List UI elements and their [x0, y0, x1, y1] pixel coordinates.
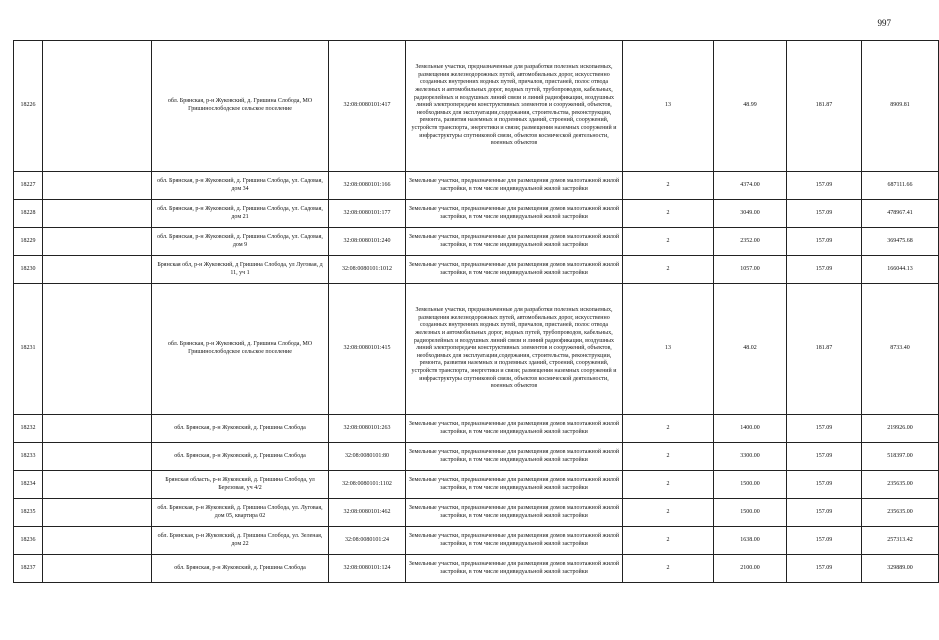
use-group-cell: 2 [623, 443, 714, 471]
use-group-cell: 2 [623, 499, 714, 527]
land-use-cell: Земельные участки, предназначенные для размещения домов малоэтажной жилой застройки, в том числе индивидуальной жилой застройки [406, 443, 623, 471]
specific-value-cell: 157.09 [787, 415, 862, 443]
cadastral-value-cell: 235635.00 [862, 499, 939, 527]
use-group-cell: 2 [623, 172, 714, 200]
specific-value-cell: 157.09 [787, 555, 862, 583]
land-use-cell: Земельные участки, предназначенные для размещения домов малоэтажной жилой застройки, в том числе индивидуальной жилой застройки [406, 415, 623, 443]
specific-value-cell: 157.09 [787, 172, 862, 200]
specific-value-cell: 157.09 [787, 499, 862, 527]
table-row [14, 555, 939, 583]
specific-value-cell: 157.09 [787, 200, 862, 228]
land-use-cell: Земельные участки, предназначенные для разработки полезных ископаемых, размещения железнодорожных путей, автомобильных дорог, искусственно созданных внутренних водных путей, причалов, пристаней, полос отвода железных и автомобильных дорог, водных путей, трубопроводов, кабельных, радиорелейных и воздушных линий связи и линий радиофикации, воздушных линий электропередачи конструктивных элементов и сооружений, объектов, необходимых для эксплуатации,содержания, строительства, реконструкции, ремонта, развития наземных и подземных зданий, строений, сооружений, устройств транспорта, энергетики и связи; размещения наземных сооружений и инфраструктуры спутниковой связи, объектов космической деятельности, военных объектов [406, 41, 623, 172]
area-cell: 1057.00 [714, 256, 787, 284]
table-row [14, 256, 939, 284]
empty-cell [43, 228, 152, 256]
table-row [14, 200, 939, 228]
row-number: 18226 [14, 41, 43, 172]
table-row [14, 172, 939, 200]
row-number: 18237 [14, 555, 43, 583]
use-group-cell: 13 [623, 284, 714, 415]
area-cell: 2352.00 [714, 228, 787, 256]
row-number: 18227 [14, 172, 43, 200]
table-row [14, 284, 939, 415]
area-cell: 4374.00 [714, 172, 787, 200]
empty-cell [43, 172, 152, 200]
address-cell: обл. Брянская, р-н Жуковский, д. Гришина Слобода, МО Гришинослободское сельское поселение [152, 284, 329, 415]
row-number: 18230 [14, 256, 43, 284]
address-cell: Брянская обл, р-н Жуковский, д Гришина Слобода, ул Луговая, д 11, уч 1 [152, 256, 329, 284]
cadastral-number-cell: 32:08:0080101:240 [329, 228, 406, 256]
row-number: 18233 [14, 443, 43, 471]
cadastral-number-cell: 32:08:0080101:124 [329, 555, 406, 583]
address-cell: обл. Брянская, р-н Жуковский, д. Гришина Слобода [152, 415, 329, 443]
cadastral-value-cell: 8909.81 [862, 41, 939, 172]
land-use-cell: Земельные участки, предназначенные для размещения домов малоэтажной жилой застройки, в том числе индивидуальной жилой застройки [406, 499, 623, 527]
address-cell: обл. Брянская, р-н Жуковский, д. Гришина Слобода, ул. Луговая, дом 05, квартира 02 [152, 499, 329, 527]
area-cell: 3049.00 [714, 200, 787, 228]
cadastral-number-cell: 32:08:0080101:177 [329, 200, 406, 228]
specific-value-cell: 157.09 [787, 471, 862, 499]
empty-cell [43, 471, 152, 499]
empty-cell [43, 256, 152, 284]
table-row [14, 471, 939, 499]
specific-value-cell: 157.09 [787, 443, 862, 471]
area-cell: 3300.00 [714, 443, 787, 471]
table-row [14, 499, 939, 527]
specific-value-cell: 157.09 [787, 527, 862, 555]
cadastral-value-cell: 518397.00 [862, 443, 939, 471]
table-row [14, 527, 939, 555]
row-number: 18235 [14, 499, 43, 527]
use-group-cell: 2 [623, 555, 714, 583]
address-cell: обл. Брянская, р-н Жуковский, д. Гришина Слобода [152, 443, 329, 471]
use-group-cell: 2 [623, 228, 714, 256]
cadastral-value-cell: 219926.00 [862, 415, 939, 443]
cadastral-value-cell: 8733.40 [862, 284, 939, 415]
use-group-cell: 2 [623, 471, 714, 499]
cadastral-value-cell: 235635.00 [862, 471, 939, 499]
use-group-cell: 2 [623, 527, 714, 555]
use-group-cell: 2 [623, 256, 714, 284]
land-use-cell: Земельные участки, предназначенные для разработки полезных ископаемых, размещения железнодорожных путей, автомобильных дорог, искусственно созданных внутренних водных путей, причалов, пристаней, полос отвода железных и автомобильных дорог, водных путей, трубопроводов, кабельных, радиорелейных и воздушных линий связи и линий радиофикации, воздушных линий электропередачи конструктивных элементов и сооружений, объектов, необходимых для эксплуатации,содержания, строительства, реконструкции, ремонта, развития наземных и подземных зданий, строений, сооружений, устройств транспорта, энергетики и связи; размещения наземных сооружений и инфраструктуры спутниковой связи, объектов космической деятельности, военных объектов [406, 284, 623, 415]
table-row [14, 443, 939, 471]
use-group-cell: 13 [623, 41, 714, 172]
cadastral-number-cell: 32:08:0080101:1102 [329, 471, 406, 499]
empty-cell [43, 41, 152, 172]
use-group-cell: 2 [623, 415, 714, 443]
empty-cell [43, 443, 152, 471]
land-use-cell: Земельные участки, предназначенные для размещения домов малоэтажной жилой застройки, в том числе индивидуальной жилой застройки [406, 527, 623, 555]
address-cell: обл. Брянская, р-н Жуковский, д. Гришина Слобода [152, 555, 329, 583]
row-number: 18228 [14, 200, 43, 228]
cadastral-value-cell: 257313.42 [862, 527, 939, 555]
empty-cell [43, 415, 152, 443]
specific-value-cell: 181.87 [787, 41, 862, 172]
address-cell: обл. Брянская, р-н Жуковский, д. Гришина Слобода, МО Гришинослободское сельское поселение [152, 41, 329, 172]
row-number: 18229 [14, 228, 43, 256]
area-cell: 48.99 [714, 41, 787, 172]
empty-cell [43, 200, 152, 228]
cadastral-number-cell: 32:08:0080101:263 [329, 415, 406, 443]
empty-cell [43, 527, 152, 555]
land-use-cell: Земельные участки, предназначенные для размещения домов малоэтажной жилой застройки, в том числе индивидуальной жилой застройки [406, 256, 623, 284]
cadastral-number-cell: 32:08:0080101:80 [329, 443, 406, 471]
area-cell: 1500.00 [714, 499, 787, 527]
area-cell: 48.02 [714, 284, 787, 415]
specific-value-cell: 181.87 [787, 284, 862, 415]
address-cell: обл. Брянская, р-н Жуковский, д. Гришина Слобода, ул. Садовая, дом 9 [152, 228, 329, 256]
table-row [14, 228, 939, 256]
cadastral-number-cell: 32:08:0080101:166 [329, 172, 406, 200]
area-cell: 1638.00 [714, 527, 787, 555]
land-use-cell: Земельные участки, предназначенные для размещения домов малоэтажной жилой застройки, в том числе индивидуальной жилой застройки [406, 172, 623, 200]
land-use-cell: Земельные участки, предназначенные для размещения домов малоэтажной жилой застройки, в том числе индивидуальной жилой застройки [406, 555, 623, 583]
cadastral-value-cell: 166044.13 [862, 256, 939, 284]
cadastral-value-cell: 687111.66 [862, 172, 939, 200]
row-number: 18232 [14, 415, 43, 443]
empty-cell [43, 555, 152, 583]
table-row [14, 415, 939, 443]
cadastral-number-cell: 32:08:0080101:24 [329, 527, 406, 555]
cadastral-number-cell: 32:08:0080101:417 [329, 41, 406, 172]
empty-cell [43, 284, 152, 415]
empty-cell [43, 499, 152, 527]
area-cell: 1500.00 [714, 471, 787, 499]
use-group-cell: 2 [623, 200, 714, 228]
specific-value-cell: 157.09 [787, 256, 862, 284]
address-cell: обл. Брянская, р-н Жуковский, д. Гришина Слобода, ул. Садовая, дом 21 [152, 200, 329, 228]
row-number: 18234 [14, 471, 43, 499]
cadastral-value-table [13, 40, 939, 583]
land-use-cell: Земельные участки, предназначенные для размещения домов малоэтажной жилой застройки, в том числе индивидуальной жилой застройки [406, 471, 623, 499]
cadastral-number-cell: 32:08:0080101:415 [329, 284, 406, 415]
cadastral-value-cell: 369475.68 [862, 228, 939, 256]
address-cell: обл. Брянская, р-н Жуковский, д. Гришина Слобода, ул. Садовая, дом 34 [152, 172, 329, 200]
cadastral-number-cell: 32:08:0080101:462 [329, 499, 406, 527]
cadastral-value-cell: 478967.41 [862, 200, 939, 228]
table-row [14, 41, 939, 172]
area-cell: 1400.00 [714, 415, 787, 443]
row-number: 18231 [14, 284, 43, 415]
address-cell: обл. Брянская, р-н Жуковский, д. Гришина Слобода, ул. Зеленая, дом 22 [152, 527, 329, 555]
land-use-cell: Земельные участки, предназначенные для размещения домов малоэтажной жилой застройки, в том числе индивидуальной жилой застройки [406, 228, 623, 256]
cadastral-number-cell: 32:08:0080101:1012 [329, 256, 406, 284]
row-number: 18236 [14, 527, 43, 555]
page-number: 997 [877, 18, 891, 28]
specific-value-cell: 157.09 [787, 228, 862, 256]
land-use-cell: Земельные участки, предназначенные для размещения домов малоэтажной жилой застройки, в том числе индивидуальной жилой застройки [406, 200, 623, 228]
cadastral-value-cell: 329889.00 [862, 555, 939, 583]
area-cell: 2100.00 [714, 555, 787, 583]
address-cell: Брянская область, р-н Жуковский, д. Гришина Слобода, ул Березовая, уч 4/2 [152, 471, 329, 499]
